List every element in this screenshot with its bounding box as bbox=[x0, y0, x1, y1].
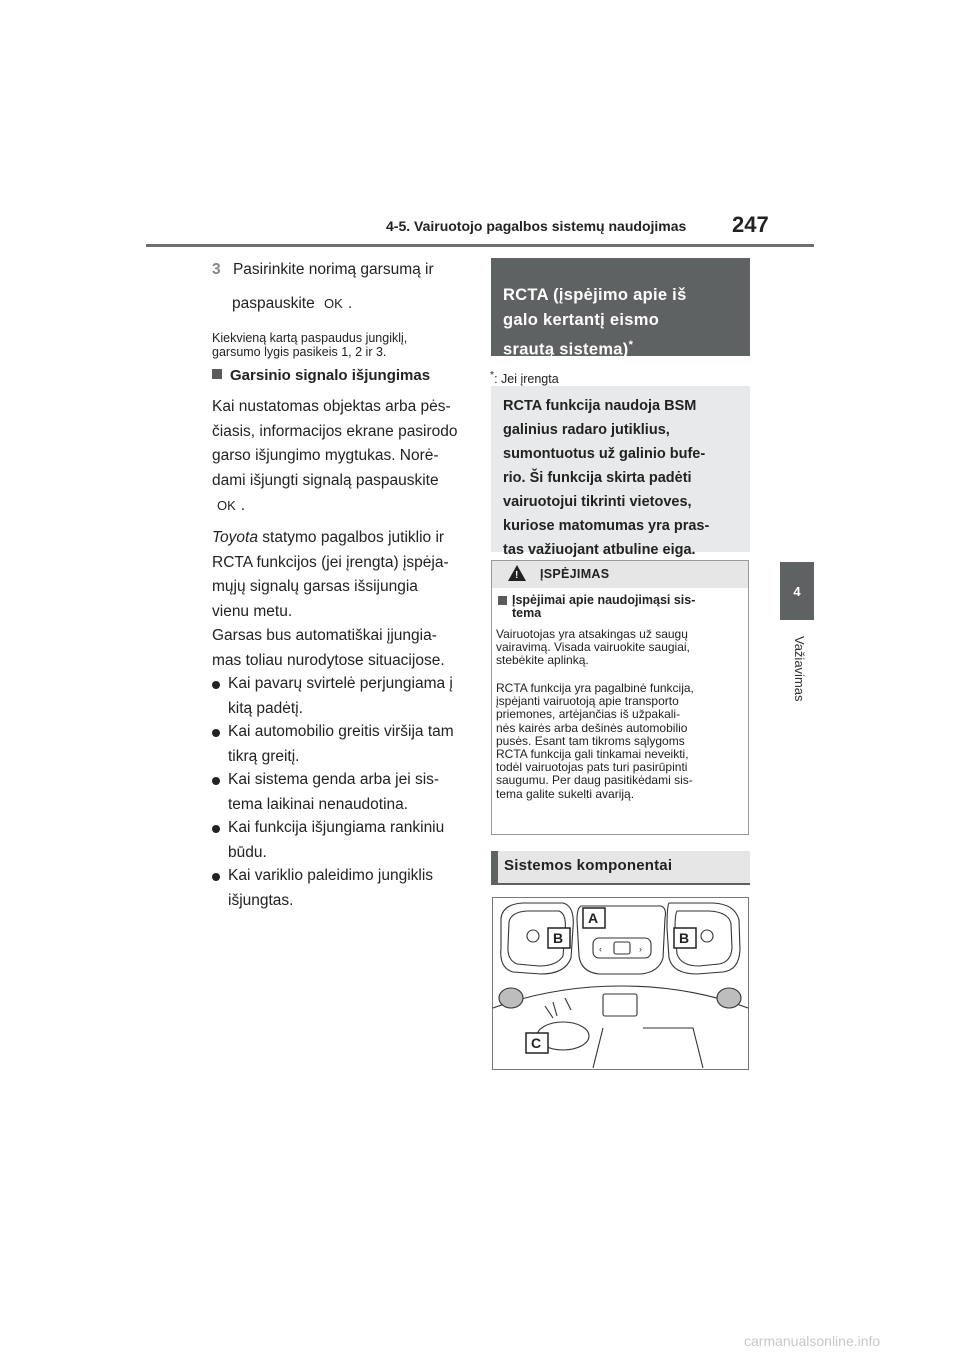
summary-line: sumontuotus už galinio bufe- bbox=[503, 446, 706, 462]
p1-line: garso išjungimo mygtukas. Norė- bbox=[212, 447, 439, 464]
warning-line: vairavimą. Visada vairuokite saugiai, bbox=[496, 640, 690, 655]
summary-line: rio. Ši funkcija skirta padėti bbox=[503, 470, 692, 486]
warning-line: RCTA funkcija yra pagalbinė funkcija, bbox=[496, 681, 694, 695]
warning-header bbox=[492, 561, 748, 588]
subheading bbox=[212, 367, 430, 384]
right-side-mirror-icon bbox=[717, 988, 741, 1008]
bullet-line: Kai variklio paleidimo jungiklis bbox=[228, 867, 434, 884]
summary-line: tas važiuojant atbuline eiga. bbox=[503, 542, 696, 558]
warning-paragraph-2 bbox=[496, 682, 740, 801]
warning-line: pusės. Esant tam tikroms sąlygoms bbox=[496, 733, 685, 748]
left-bsm-indicator-icon bbox=[527, 930, 539, 942]
left-arrow-icon: ‹ bbox=[599, 944, 602, 954]
step-3-press: paspauskite bbox=[232, 295, 315, 312]
components-heading-box bbox=[491, 851, 750, 885]
bullet-line: Kai funkcija išjungiama rankiniu bbox=[228, 819, 445, 836]
step-3-line1: Pasirinkite norimą garsumą ir bbox=[232, 261, 434, 278]
bullet-line: išjungtas. bbox=[228, 891, 294, 909]
warning-line: RCTA funkcija gali tinkamai neveikti, bbox=[496, 747, 689, 762]
bullet-line: tema laikinai nenaudotina. bbox=[228, 795, 409, 813]
bullet-icon bbox=[212, 873, 220, 881]
header-rule bbox=[146, 244, 814, 247]
warning-subheading bbox=[498, 594, 738, 620]
p2-first-line bbox=[212, 526, 472, 551]
warning-line: priemones, artėjančias iš užpakali- bbox=[496, 707, 681, 722]
chapter-tab bbox=[780, 562, 814, 620]
summary-line: galinius radaro jutiklius, bbox=[503, 422, 670, 438]
ok-button-glyph: OK bbox=[324, 296, 343, 311]
page-number: 247 bbox=[732, 212, 769, 237]
components-illustration bbox=[492, 897, 749, 1070]
paragraph-1 bbox=[212, 395, 472, 493]
dashboard-drawing bbox=[493, 898, 748, 1069]
watermark: carmanualsonline.info bbox=[744, 1333, 881, 1349]
summary-line: kuriose matomumas yra pras- bbox=[503, 518, 710, 534]
warning-line: įspėjanti vairuotoją apie transporto bbox=[496, 694, 679, 709]
bullet-line: Kai sistema genda arba jei sis- bbox=[228, 771, 440, 788]
footnote-text: : Jei įrengta bbox=[494, 372, 559, 387]
warning-line: tema galite sukelti avariją. bbox=[496, 786, 635, 801]
period: . bbox=[347, 295, 353, 312]
chapter-label: Važiavimas bbox=[792, 636, 807, 702]
p1-line: čiasis, informacijos ekrane pasirodo bbox=[212, 422, 458, 440]
summary-text bbox=[503, 394, 741, 562]
warning-subheading-line: tema bbox=[512, 606, 542, 620]
callout-b-left-label: B bbox=[553, 930, 564, 946]
warning-subheading-line: Įspėjimai apie naudojimąsi sis- bbox=[512, 593, 696, 607]
callout-c-label: C bbox=[531, 1035, 542, 1051]
paragraph-2 bbox=[212, 526, 472, 624]
section-title: 4-5. Vairuotojo pagalbos sistemų naudojimas bbox=[386, 218, 687, 234]
center-display bbox=[603, 994, 637, 1016]
sound-lines-icon bbox=[545, 998, 571, 1018]
rcta-heading-box bbox=[491, 258, 750, 359]
bullet-line: kitą padėtį. bbox=[228, 699, 303, 717]
list-item bbox=[212, 720, 464, 769]
ok-button-glyph: OK bbox=[217, 498, 236, 513]
warning-line: Vairuotojas yra atsakingas už saugų bbox=[496, 627, 688, 641]
p2-line: RCTA funkcijos (jei įrengta) įspėja- bbox=[212, 553, 449, 571]
step-3-note bbox=[212, 332, 407, 359]
left-side-mirror-icon bbox=[499, 988, 523, 1008]
step-3-note-line2: garsumo lygis pasikeis 1, 2 ir 3. bbox=[212, 344, 387, 359]
rcta-heading-line: galo kertantį eismo bbox=[503, 311, 660, 329]
bullet-icon bbox=[212, 777, 220, 785]
summary-line: RCTA funkcija naudoja BSM bbox=[503, 398, 697, 414]
step-3 bbox=[212, 258, 434, 283]
step-3-line2 bbox=[232, 292, 352, 317]
brand-name: Toyota bbox=[212, 529, 258, 546]
p3-line: Garsas bus automatiškai įjungia- bbox=[212, 627, 437, 644]
console-lines bbox=[593, 1028, 703, 1068]
bullet-icon bbox=[212, 729, 220, 737]
step-number: 3 bbox=[212, 261, 221, 278]
right-arrow-icon: › bbox=[639, 944, 642, 954]
list-item bbox=[212, 864, 464, 913]
rcta-heading-line: RCTA (įspėjimo apie iš bbox=[503, 286, 687, 304]
square-bullet-icon bbox=[212, 369, 222, 379]
list-item bbox=[212, 672, 464, 721]
list-item bbox=[212, 816, 464, 865]
asterisk: * bbox=[490, 370, 495, 381]
right-bsm-indicator-icon bbox=[701, 930, 713, 942]
warning-line: nės kairės arba dešinės automobilio bbox=[496, 720, 688, 735]
ok-line bbox=[212, 494, 245, 519]
ok-switch-icon bbox=[614, 942, 630, 954]
callout-b-right-label: B bbox=[679, 930, 690, 946]
bullet-icon bbox=[212, 681, 220, 689]
p2-first-rest: statymo pagalbos jutiklio ir bbox=[257, 529, 445, 546]
p2-line: mųjų signalų garsas išsijungia bbox=[212, 578, 418, 595]
warning-paragraph-1 bbox=[496, 628, 740, 668]
rcta-heading-line-last bbox=[503, 333, 687, 363]
warning-line: saugumu. Per daug pasitikėdami sis- bbox=[496, 773, 693, 788]
warning-line: todėl vairuotojas pats turi pasirūpinti bbox=[496, 760, 688, 775]
warning-title: ĮSPĖJIMAS bbox=[540, 567, 610, 581]
summary-box bbox=[491, 386, 750, 558]
p1-line: Kai nustatomas objektas arba pės- bbox=[212, 398, 451, 415]
bullet-line: tikrą greitį. bbox=[228, 747, 300, 765]
paragraph-3 bbox=[212, 624, 472, 673]
dashboard-line bbox=[493, 986, 748, 1008]
bullet-icon bbox=[212, 825, 220, 833]
bullet-line: Kai pavarų svirtelė perjungiama į bbox=[228, 675, 453, 692]
list-item bbox=[212, 768, 464, 817]
square-bullet-icon bbox=[498, 596, 507, 605]
asterisk: * bbox=[628, 339, 634, 351]
step-3-note-line1: Kiekvieną kartą paspaudus jungiklį, bbox=[212, 331, 408, 345]
warning-line: stebėkite aplinką. bbox=[496, 653, 589, 668]
bullet-line: būdu. bbox=[228, 843, 267, 861]
p2-line: vienu metu. bbox=[212, 602, 293, 620]
rcta-heading-line: srautą sistema) bbox=[503, 340, 629, 359]
bullet-line: Kai automobilio greitis viršija tam bbox=[228, 723, 454, 740]
callout-a-label: A bbox=[588, 910, 599, 926]
chapter-number: 4 bbox=[793, 583, 801, 599]
rcta-heading bbox=[503, 283, 687, 363]
warning-exclamation-icon: ! bbox=[515, 570, 519, 581]
footnote bbox=[490, 370, 559, 386]
period: . bbox=[240, 497, 246, 514]
p3-line: mas toliau nurodytose situacijose. bbox=[212, 651, 445, 669]
components-heading: Sistemos komponentai bbox=[504, 857, 673, 874]
summary-line: vairuotojui tikrinti vietoves, bbox=[503, 494, 692, 510]
subheading-text: Garsinio signalo išjungimas bbox=[230, 367, 431, 384]
p1-line: dami išjungti signalą paspauskite bbox=[212, 471, 439, 489]
